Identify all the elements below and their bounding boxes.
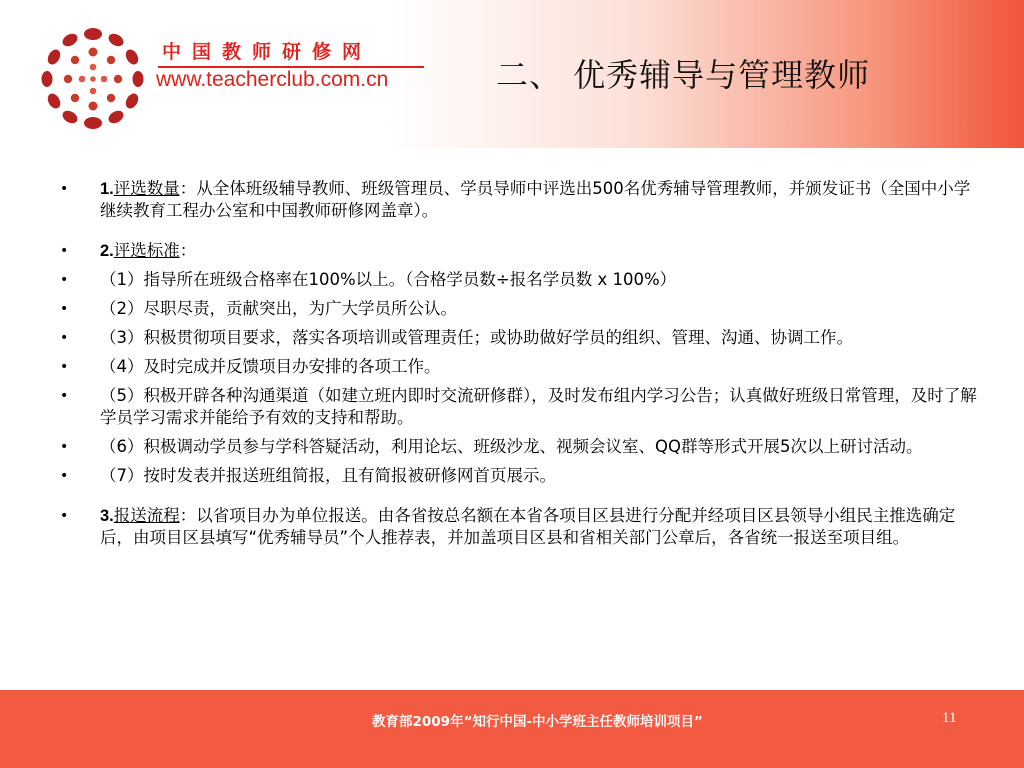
- criteria-text: （7）按时发表并报送班组简报，且有简报被研修网首页展示。: [100, 466, 556, 485]
- item-number: 1.: [100, 180, 114, 198]
- bullet: •: [60, 468, 69, 484]
- item-submission-process: [60, 505, 980, 549]
- slide-footer: [0, 690, 1024, 768]
- bullet: •: [60, 388, 69, 404]
- criteria-text: （5）积极开辟各种沟通渠道（如建立班内即时交流研修群），及时发布组内学习公告；认真做好班级日常管理，及时了解学员学习需求并能给予有效的支持和帮助。: [100, 386, 977, 427]
- bullet: •: [60, 301, 69, 317]
- item-number: 3.: [100, 507, 114, 525]
- criteria-text: （1）指导所在班级合格率在100%以上。（合格学员数÷报名学员数 x 100%）: [100, 270, 677, 289]
- bullet: •: [60, 272, 69, 288]
- footer-project-name: 教育部2009年“知行中国-中小学班主任教师培训项目”: [372, 714, 703, 730]
- item-text: ：以省项目办为单位报送。由各省按总名额在本省各项目区县进行分配并经项目区县领导小组民主推选确定后，由项目区县填写“优秀辅导员”个人推荐表，并加盖项目区县和省相关部门公章后，各省统一报送至项目组。: [100, 506, 956, 547]
- item-selection-quantity: [60, 178, 980, 222]
- criteria-item: [60, 327, 980, 349]
- criteria-text: （2）尽职尽责，贡献突出，为广大学员所公认。: [100, 299, 457, 318]
- criteria-item: [60, 298, 980, 320]
- item-text: ：: [179, 241, 197, 260]
- criteria-item: [60, 465, 980, 487]
- criteria-text: （6）积极调动学员参与学科答疑活动，利用论坛、班级沙龙、视频会议室、QQ群等形式开展5次以上研讨活动。: [100, 437, 923, 456]
- slide-header: [0, 0, 1024, 148]
- criteria-item: [60, 356, 980, 378]
- slide-content: [60, 178, 980, 556]
- bullet: •: [60, 330, 69, 346]
- slide-title: 二、 优秀辅导与管理教师: [496, 56, 871, 94]
- bullet: •: [60, 243, 69, 259]
- item-heading: 报送流程: [113, 506, 180, 525]
- item-selection-criteria: [60, 240, 980, 262]
- bullet: •: [60, 508, 69, 524]
- page-number: 11: [942, 710, 957, 726]
- bullet: •: [60, 439, 69, 455]
- brand-url: www.teacherclub.com.cn: [156, 68, 389, 91]
- bullet: •: [60, 359, 69, 375]
- brand-chinese-name: 中国教师研修网: [162, 41, 373, 63]
- criteria-text: （3）积极贯彻项目要求，落实各项培训或管理责任；或协助做好学员的组织、管理、沟通、协调工作。: [100, 328, 853, 347]
- item-heading: 评选标准: [113, 241, 180, 260]
- criteria-text: （4）及时完成并反馈项目办安排的各项工作。: [100, 357, 441, 376]
- criteria-item: [60, 269, 980, 291]
- item-heading: 评选数量: [113, 179, 180, 198]
- criteria-item: [60, 385, 980, 429]
- item-text: ：从全体班级辅导教师、班级管理员、学员导师中评选出500名优秀辅导管理教师，并颁发证书（全国中小学继续教育工程办公室和中国教师研修网盖章）。: [100, 179, 971, 220]
- teacherclub-logo: [30, 22, 156, 134]
- criteria-item: [60, 436, 980, 458]
- item-number: 2.: [100, 242, 114, 260]
- bullet: •: [60, 181, 69, 197]
